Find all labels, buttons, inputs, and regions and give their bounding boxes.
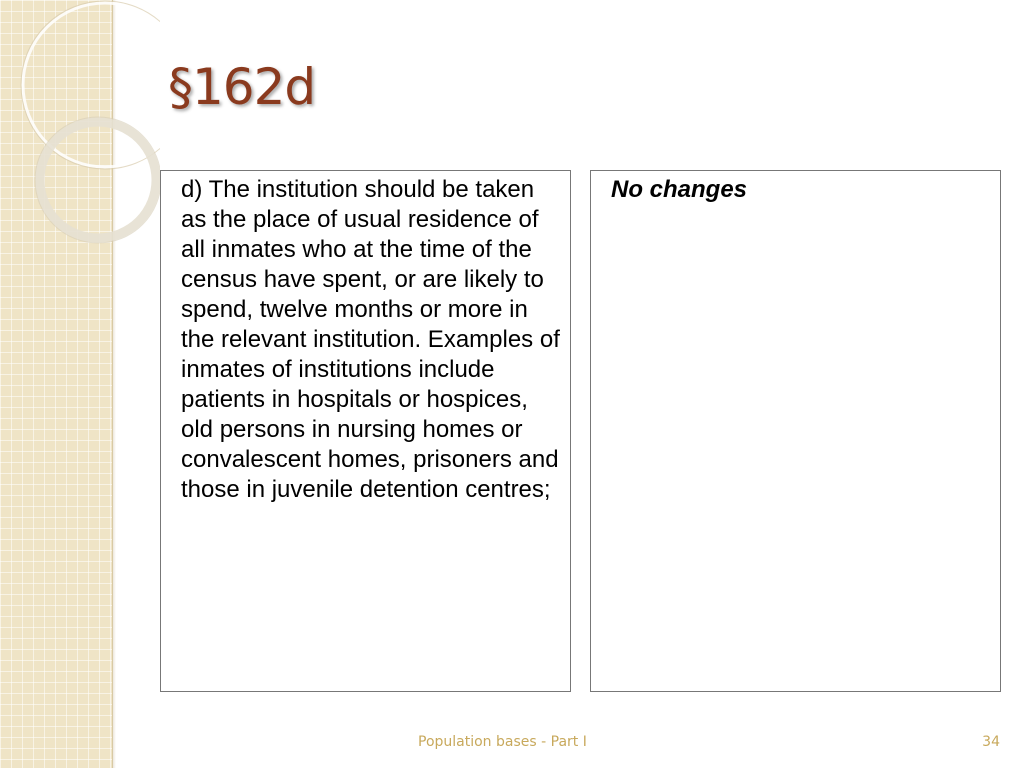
page-number: 34 bbox=[982, 734, 1000, 750]
slide-title: §162d bbox=[168, 58, 316, 116]
ring-lower bbox=[40, 122, 156, 238]
decorative-rings bbox=[0, 0, 160, 260]
footer-label: Population bases - Part I bbox=[418, 734, 587, 750]
right-text-panel bbox=[590, 170, 1001, 692]
right-panel-text: No changes bbox=[611, 176, 748, 203]
left-text-panel bbox=[160, 170, 571, 692]
left-panel-text: d) The institution should be taken as the place of usual residence of all inmates who at the time of the census have spent, or are likely to spend, twelve months or more in the relevant institution. Examples of inmates of institutions include patients in hospitals or hospices, old persons in nursing homes or convalescent homes, prisoners and those in juvenile detention centres; bbox=[181, 176, 560, 503]
